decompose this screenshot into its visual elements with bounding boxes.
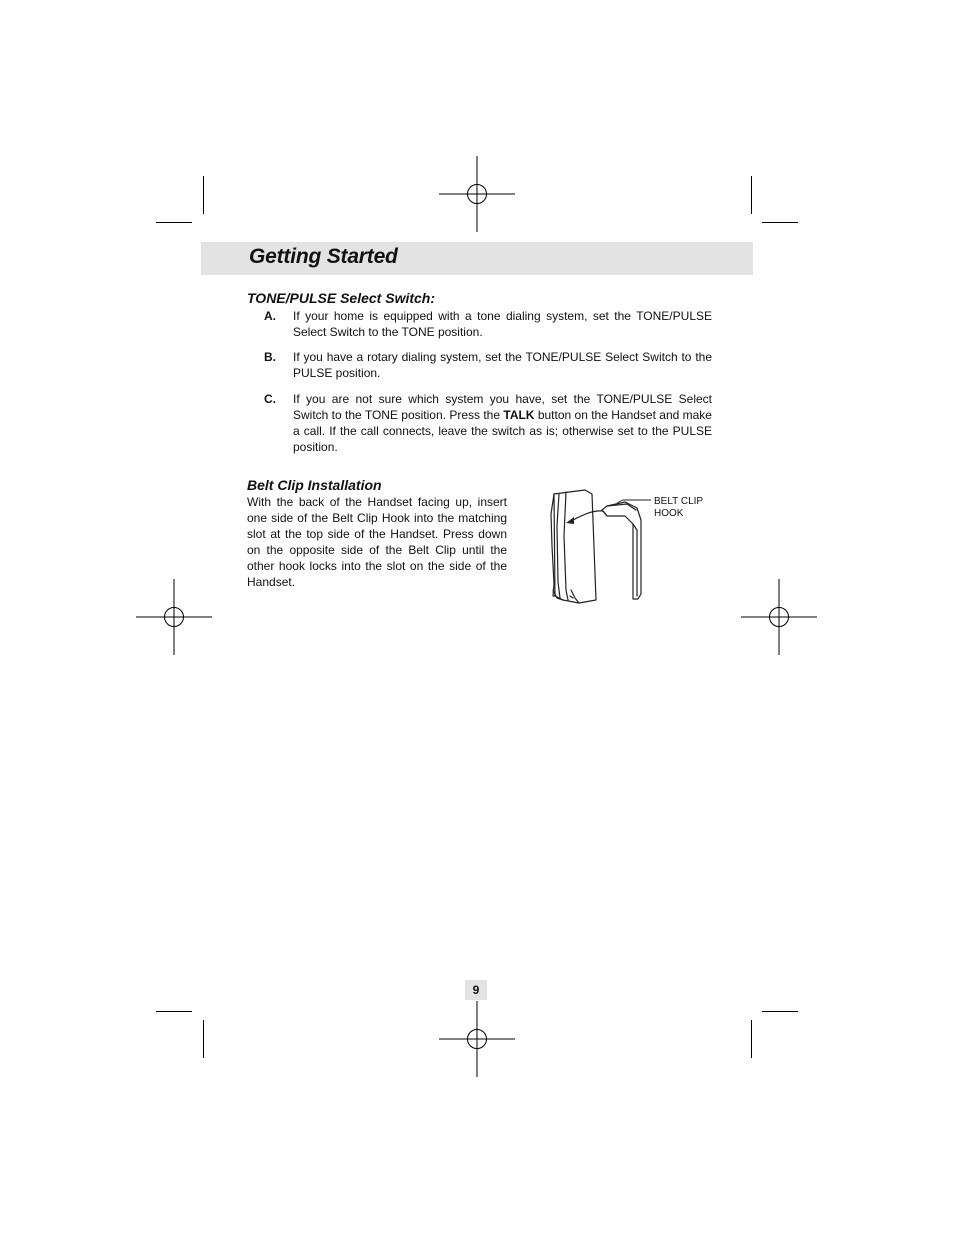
registration-mark-icon bbox=[136, 579, 212, 655]
step-text-part: If you are not sure which system you have, set the TONE/PULSE Select Switch to the TONE position. Press the bbox=[293, 392, 712, 422]
step-letter: B. bbox=[264, 350, 276, 364]
step-letter: A. bbox=[264, 309, 276, 323]
talk-button-reference: TALK bbox=[503, 408, 535, 422]
list-item bbox=[264, 308, 712, 340]
step-text bbox=[293, 391, 712, 455]
list-item bbox=[264, 391, 712, 454]
registration-mark-icon bbox=[439, 156, 515, 232]
belt-clip-instructions: With the back of the Handset facing up, insert one side of the Belt Clip Hook into the matching slot at the top side of the Handset. Press down on the opposite side of the Belt Clip until the other hook locks into the slot on the side of the Handset. bbox=[247, 495, 507, 589]
crop-mark bbox=[762, 1011, 798, 1012]
section-header bbox=[201, 242, 753, 275]
handset-belt-clip-illustration bbox=[545, 486, 655, 608]
crop-mark bbox=[762, 222, 798, 223]
crop-mark bbox=[156, 222, 192, 223]
registration-mark-icon bbox=[439, 1001, 515, 1077]
step-text: If you have a rotary dialing system, set the TONE/PULSE Select Switch to the PULSE position. bbox=[293, 350, 712, 380]
tone-pulse-heading: TONE/PULSE Select Switch: bbox=[247, 290, 436, 306]
callout-label: BELT CLIP bbox=[654, 496, 704, 507]
crop-mark bbox=[156, 1011, 192, 1012]
registration-mark-icon bbox=[741, 579, 817, 655]
step-letter: C. bbox=[264, 392, 276, 406]
step-text: If your home is equipped with a tone dialing system, set the TONE/PULSE Select Switch to the TONE position. bbox=[293, 309, 712, 339]
crop-mark bbox=[203, 176, 204, 214]
list-item bbox=[264, 349, 712, 381]
page-title: Getting Started bbox=[249, 245, 398, 268]
step-text-part: button on the Handset and make a call. If the call connects, leave the switch as is; otherwise set to the PULSE position. bbox=[293, 408, 712, 454]
belt-clip-heading: Belt Clip Installation bbox=[247, 477, 382, 493]
crop-mark bbox=[751, 1020, 752, 1058]
page-number: 9 bbox=[465, 980, 487, 1000]
callout-label: HOOK bbox=[654, 508, 684, 519]
crop-mark bbox=[203, 1020, 204, 1058]
crop-mark bbox=[751, 176, 752, 214]
belt-clip-hook-callout bbox=[654, 496, 724, 520]
